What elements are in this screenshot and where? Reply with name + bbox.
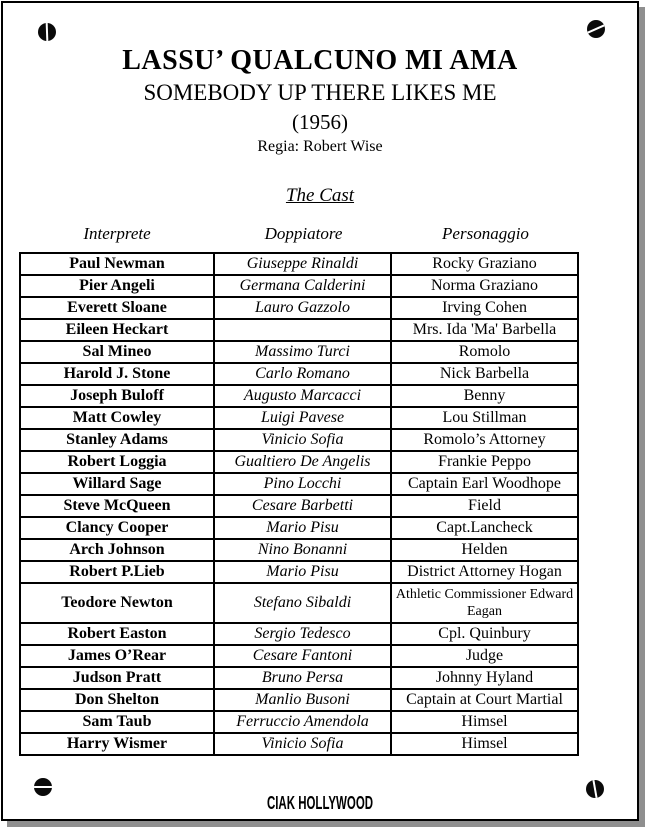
character-cell: Romolo’s Attorney [391, 429, 578, 451]
dubber-cell: Vinicio Sofia [214, 429, 391, 451]
dubber-cell: Pino Locchi [214, 473, 391, 495]
cast-row [20, 517, 578, 539]
cast-row [20, 583, 578, 623]
dubber-cell: Mario Pisu [214, 561, 391, 583]
character-cell: Lou Stillman [391, 407, 578, 429]
actor-cell: Harry Wismer [20, 733, 214, 755]
character-cell: Himsel [391, 711, 578, 733]
cast-section-heading: The Cast [285, 185, 355, 206]
dubber-cell: Bruno Persa [214, 667, 391, 689]
actor-cell: Sam Taub [20, 711, 214, 733]
dubber-cell: Carlo Romano [214, 363, 391, 385]
character-cell: Himsel [391, 733, 578, 755]
character-cell: Helden [391, 539, 578, 561]
screw-icon-bottom-right [586, 780, 604, 798]
cast-row [20, 561, 578, 583]
cast-row [20, 623, 578, 645]
dubber-cell: Augusto Marcacci [214, 385, 391, 407]
column-header-personaggio: Personaggio [442, 224, 529, 243]
actor-cell: Eileen Heckart [20, 319, 214, 341]
dubber-cell: Luigi Pavese [214, 407, 391, 429]
actor-cell: James O’Rear [20, 645, 214, 667]
character-cell: Benny [391, 385, 578, 407]
actor-cell: Sal Mineo [20, 341, 214, 363]
actor-cell: Judson Pratt [20, 667, 214, 689]
screw-icon-top-right [587, 20, 605, 38]
cast-row [20, 253, 578, 275]
screw-icon-top-left [38, 23, 56, 41]
actor-cell: Arch Johnson [20, 539, 214, 561]
character-cell: Nick Barbella [391, 363, 578, 385]
actor-cell: Don Shelton [20, 689, 214, 711]
dubber-cell: Massimo Turci [214, 341, 391, 363]
dubber-cell: Gualtiero De Angelis [214, 451, 391, 473]
dubber-cell: Vinicio Sofia [214, 733, 391, 755]
cast-row [20, 297, 578, 319]
character-cell: Romolo [391, 341, 578, 363]
dubber-cell: Cesare Barbetti [214, 495, 391, 517]
cast-row [20, 711, 578, 733]
dubber-cell: Lauro Gazzolo [214, 297, 391, 319]
character-cell: Rocky Graziano [391, 253, 578, 275]
screw-slot [46, 23, 49, 41]
column-header-doppiatore: Doppiatore [264, 224, 343, 243]
screw-icon-bottom-left [34, 778, 52, 796]
director-credit: Regia: Robert Wise [257, 138, 383, 155]
cast-row [20, 451, 578, 473]
actor-cell: Clancy Cooper [20, 517, 214, 539]
cast-row [20, 385, 578, 407]
dubber-cell: Germana Calderini [214, 275, 391, 297]
cast-row [20, 407, 578, 429]
screw-slot [34, 786, 52, 788]
column-headers [19, 223, 579, 245]
cast-row [20, 689, 578, 711]
cast-row [20, 319, 578, 341]
actor-cell: Stanley Adams [20, 429, 214, 451]
actor-cell: Robert P.Lieb [20, 561, 214, 583]
cast-row [20, 341, 578, 363]
character-cell: Athletic Commissioner Edward Eagan [391, 583, 578, 623]
cast-row [20, 275, 578, 297]
dubber-cell: Cesare Fantoni [214, 645, 391, 667]
title-english: SOMEBODY UP THERE LIKES ME [143, 80, 497, 105]
actor-cell: Harold J. Stone [20, 363, 214, 385]
character-cell: Captain at Court Martial [391, 689, 578, 711]
screw-slot [587, 24, 605, 35]
cast-row [20, 645, 578, 667]
cast-row [20, 473, 578, 495]
screw-slot [592, 780, 598, 798]
actor-cell: Willard Sage [20, 473, 214, 495]
character-cell: Capt.Lancheck [391, 517, 578, 539]
character-cell: Irving Cohen [391, 297, 578, 319]
dubber-cell: Stefano Sibaldi [214, 583, 391, 623]
cast-row [20, 733, 578, 755]
column-header-interprete: Interprete [83, 224, 151, 243]
dubber-cell: Manlio Busoni [214, 689, 391, 711]
character-cell: Frankie Peppo [391, 451, 578, 473]
dubber-cell: Giuseppe Rinaldi [214, 253, 391, 275]
character-cell: Cpl. Quinbury [391, 623, 578, 645]
document-page [1, 1, 639, 821]
cast-row [20, 667, 578, 689]
actor-cell: Matt Cowley [20, 407, 214, 429]
actor-cell: Joseph Buloff [20, 385, 214, 407]
release-year: (1956) [292, 110, 348, 134]
actor-cell: Pier Angeli [20, 275, 214, 297]
character-cell: Judge [391, 645, 578, 667]
dubber-cell [214, 319, 391, 341]
ciak-hollywood-logo: CIAK HOLLYWOOD [266, 791, 374, 813]
dubber-cell: Mario Pisu [214, 517, 391, 539]
actor-cell: Steve McQueen [20, 495, 214, 517]
actor-cell: Robert Easton [20, 623, 214, 645]
cast-table [19, 252, 579, 756]
character-cell: Norma Graziano [391, 275, 578, 297]
character-cell: Captain Earl Woodhope [391, 473, 578, 495]
actor-cell: Robert Loggia [20, 451, 214, 473]
cast-row [20, 539, 578, 561]
title-italian: LASSU’ QUALCUNO MI AMA [122, 45, 518, 76]
character-cell: Johnny Hyland [391, 667, 578, 689]
cast-row [20, 363, 578, 385]
character-cell: District Attorney Hogan [391, 561, 578, 583]
character-cell: Field [391, 495, 578, 517]
actor-cell: Teodore Newton [20, 583, 214, 623]
actor-cell: Everett Sloane [20, 297, 214, 319]
cast-row [20, 495, 578, 517]
dubber-cell: Ferruccio Amendola [214, 711, 391, 733]
actor-cell: Paul Newman [20, 253, 214, 275]
character-cell: Mrs. Ida 'Ma' Barbella [391, 319, 578, 341]
dubber-cell: Nino Bonanni [214, 539, 391, 561]
dubber-cell: Sergio Tedesco [214, 623, 391, 645]
cast-row [20, 429, 578, 451]
